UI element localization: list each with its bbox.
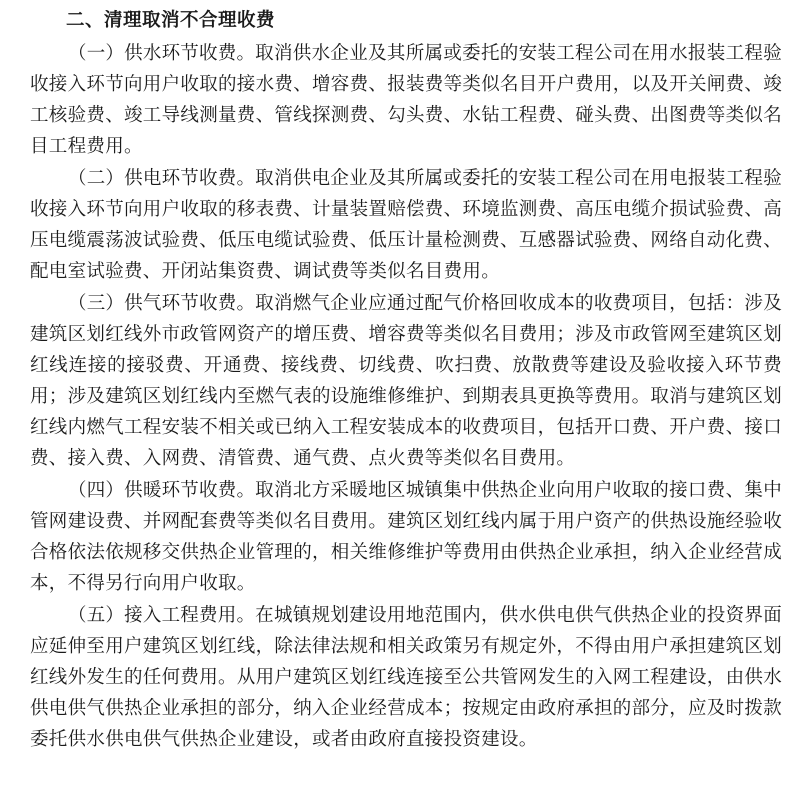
paragraph-body: 取消供电企业及其所属或委托的安装工程公司在用电报装工程验收接入环节向用户收取的移表费、计量装置赔偿费、环境监测费、高压电缆介损试验费、高压电缆震荡波试验费、低压电缆试验费、低压计量检测费、互感器试验费、网络自动化费、配电室试验费、开闭站集资费、调试费等类似名目费用。 (30, 168, 783, 282)
paragraph-body: 取消北方采暖地区城镇集中供热企业向用户收取的接口费、集中管网建设费、并网配套费等类似名目费用。建筑区划红线内属于用户资产的供热设施经验收合格依法依规移交供热企业管理的，相关维修维护等费用由供热企业承担，纳入企业经营成本，不得另行向用户收取。 (30, 480, 783, 594)
paragraph-lead: （一）供水环节收费。 (68, 43, 256, 64)
paragraph-lead: （二）供电环节收费。 (68, 168, 256, 189)
paragraph-power-supply-fees (30, 163, 782, 287)
paragraph-lead: （三）供气环节收费。 (68, 293, 256, 314)
document-page (30, 0, 782, 755)
paragraph-lead: （四）供暖环节收费。 (68, 480, 256, 501)
paragraph-water-supply-fees (30, 38, 782, 162)
section-heading: 二、清理取消不合理收费 (66, 10, 276, 31)
paragraph-connection-engineering-fees (30, 600, 782, 755)
paragraph-body: 在城镇规划建设用地范围内，供水供电供气供热企业的投资界面应延伸至用户建筑区划红线，除法律法规和相关政策另有规定外，不得由用户承担建筑区划红线外发生的任何费用。从用户建筑区划红线连接至公共管网发生的入网工程建设，由供水供电供气供热企业承担的部分，纳入企业经营成本；按规定由政府承担的部分，应及时拨款委托供水供电供气供热企业建设，或者由政府直接投资建设。 (30, 605, 783, 750)
paragraph-body: 取消供水企业及其所属或委托的安装工程公司在用水报装工程验收接入环节向用户收取的接水费、增容费、报装费等类似名目开户费用，以及开关闸费、竣工核验费、竣工导线测量费、管线探测费、勾头费、水钻工程费、碰头费、出图费等类似名目工程费用。 (30, 43, 783, 157)
paragraph-body: 取消燃气企业应通过配气价格回收成本的收费项目，包括：涉及建筑区划红线外市政管网资产的增压费、增容费等类似名目费用；涉及市政管网至建筑区划红线连接的接驳费、开通费、接线费、切线费、吹扫费、放散费等建设及验收接入环节费用；涉及建筑区划红线内至燃气表的设施维修维护、到期表具更换等费用。取消与建筑区划红线内燃气工程安装不相关或已纳入工程安装成本的收费项目，包括开口费、开户费、接口费、接入费、入网费、清管费、通气费、点火费等类似名目费用。 (30, 293, 783, 469)
paragraph-gas-supply-fees (30, 288, 782, 474)
paragraph-lead: （五）接入工程费用。 (68, 605, 256, 626)
paragraph-heating-fees (30, 475, 782, 599)
